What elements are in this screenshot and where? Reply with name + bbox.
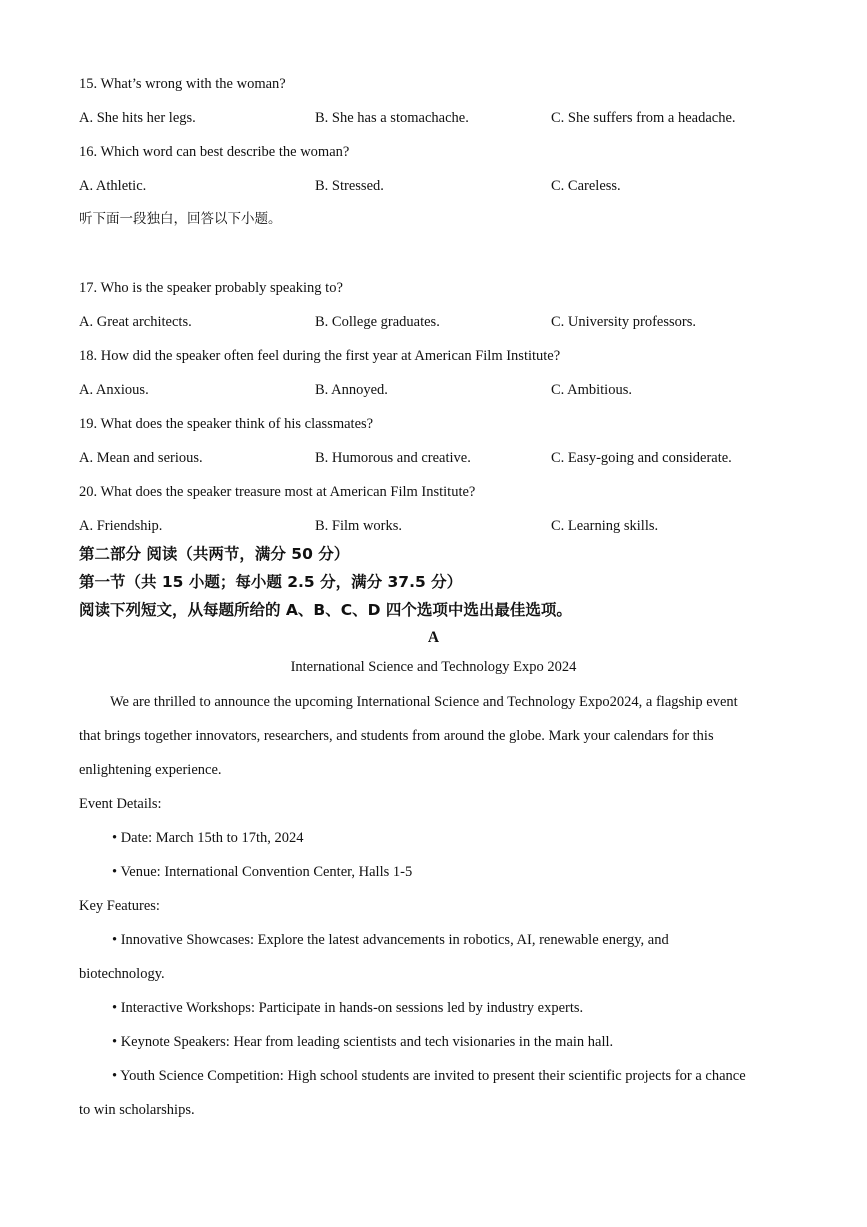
- question-20-option-a: A. Friendship.: [79, 518, 163, 534]
- question-15-option-c: C. She suffers from a headache.: [551, 110, 736, 126]
- feature-youth-competition-cont: to win scholarships.: [79, 1102, 195, 1118]
- question-16-option-b: B. Stressed.: [315, 178, 384, 194]
- intro-line-1: We are thrilled to announce the upcoming International Science and Technology Expo2024, a flagship event: [110, 694, 738, 710]
- feature-innovative-showcases: • Innovative Showcases: Explore the latest advancements in robotics, AI, renewable energy, and: [112, 932, 669, 948]
- part-two-heading: 第二部分 阅读（共两节，满分 50 分）: [79, 545, 350, 563]
- question-20-option-c: C. Learning skills.: [551, 518, 659, 534]
- question-19-stem: 19. What does the speaker think of his classmates?: [79, 416, 374, 432]
- event-detail-date: • Date: March 15th to 17th, 2024: [112, 830, 304, 846]
- question-17-option-b: B. College graduates.: [315, 314, 440, 330]
- passage-letter: A: [427, 629, 440, 646]
- question-15-option-b: B. She has a stomachache.: [315, 110, 469, 126]
- question-16-option-c: C. Careless.: [551, 178, 621, 194]
- question-18-option-b: B. Annoyed.: [315, 382, 388, 398]
- question-17-option-a: A. Great architects.: [79, 314, 192, 330]
- question-17-stem: 17. Who is the speaker probably speaking to?: [79, 280, 343, 296]
- question-16-option-a: A. Athletic.: [79, 178, 147, 194]
- question-18-option-a: A. Anxious.: [79, 382, 149, 398]
- question-18-stem: 18. How did the speaker often feel during the first year at American Film Institute?: [79, 348, 561, 364]
- question-15-stem: 15. What’s wrong with the woman?: [79, 76, 286, 92]
- intro-line-2: that brings together innovators, researchers, and students from around the globe. Mark your calendars for this: [79, 728, 714, 744]
- event-details-label: Event Details:: [79, 796, 162, 812]
- question-15-option-a: A. She hits her legs.: [79, 110, 196, 126]
- key-features-label: Key Features:: [79, 898, 160, 914]
- question-19-option-a: A. Mean and serious.: [79, 450, 203, 466]
- question-19-option-b: B. Humorous and creative.: [315, 450, 471, 466]
- monologue-instruction: 听下面一段独白，回答以下小题。: [79, 211, 282, 227]
- reading-instruction: 阅读下列短文，从每题所给的 A、B、C、D 四个选项中选出最佳选项。: [79, 601, 572, 619]
- question-16-stem: 16. Which word can best describe the woman?: [79, 144, 350, 160]
- question-20-option-b: B. Film works.: [315, 518, 403, 534]
- question-19-option-c: C. Easy-going and considerate.: [551, 450, 732, 466]
- feature-keynote-speakers: • Keynote Speakers: Hear from leading scientists and tech visionaries in the main hall.: [112, 1034, 614, 1050]
- section-one-heading: 第一节（共 15 小题；每小题 2.5 分，满分 37.5 分）: [79, 573, 463, 591]
- event-detail-venue: • Venue: International Convention Center, Halls 1-5: [112, 864, 413, 880]
- feature-youth-competition: • Youth Science Competition: High school students are invited to present their scientific projects for a chance: [112, 1068, 746, 1084]
- feature-interactive-workshops: • Interactive Workshops: Participate in hands-on sessions led by industry experts.: [112, 1000, 584, 1016]
- passage-title: International Science and Technology Expo 2024: [290, 659, 577, 675]
- intro-line-3: enlightening experience.: [79, 762, 222, 778]
- question-20-stem: 20. What does the speaker treasure most at American Film Institute?: [79, 484, 476, 500]
- question-17-option-c: C. University professors.: [551, 314, 696, 330]
- feature-innovative-showcases-cont: biotechnology.: [79, 966, 165, 982]
- question-18-option-c: C. Ambitious.: [551, 382, 632, 398]
